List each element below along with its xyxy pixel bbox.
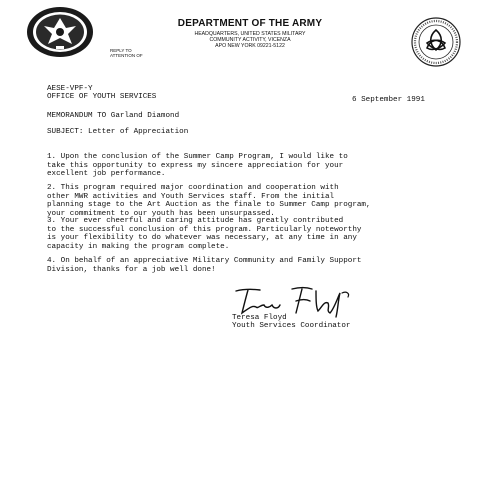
signer-title: Youth Services Coordinator bbox=[232, 322, 351, 330]
paragraph-3 bbox=[47, 217, 477, 251]
signer-name: Teresa Floyd bbox=[232, 314, 287, 322]
paragraph-line: 3. Your ever cheerful and caring attitude has greatly contributed bbox=[47, 217, 344, 225]
paragraph-line: is your flexibility to do whatever was necessary, at any time in any bbox=[47, 234, 357, 243]
paragraph-line: 1. Upon the conclusion of the Summer Camp Program, I would like to bbox=[47, 153, 348, 161]
community-seal-icon bbox=[410, 16, 462, 68]
letter-date: 6 September 1991 bbox=[352, 96, 425, 104]
reply-line: ATTENTION OF bbox=[110, 53, 143, 59]
department-title: DEPARTMENT OF THE ARMY bbox=[177, 18, 323, 29]
paragraph-4 bbox=[47, 257, 477, 274]
paragraph-2 bbox=[47, 184, 477, 218]
reply-line: REPLY TO bbox=[110, 48, 132, 53]
paragraph-line: Division, thanks for a job well done! bbox=[47, 265, 216, 274]
paragraph-line: other MWR activities and Youth Services staff. From the initial bbox=[47, 192, 335, 201]
office-code: AESE-VPF-Y bbox=[47, 85, 93, 93]
paragraph-line: excellent job performance. bbox=[47, 170, 166, 179]
paragraph-1 bbox=[47, 153, 477, 179]
headquarters-address bbox=[170, 31, 330, 50]
paragraph-line: to the successful conclusion of this program. Particularly noteworthy bbox=[47, 225, 362, 234]
army-seal-icon bbox=[26, 6, 94, 58]
paragraph-line: take this opportunity to express my sincere appreciation for your bbox=[47, 161, 344, 170]
office-name: OFFICE OF YOUTH SERVICES bbox=[47, 93, 157, 101]
headquarters-line: HEADQUARTERS, UNITED STATES MILITARY bbox=[194, 31, 306, 37]
headquarters-line: COMMUNITY ACTIVITY, VICENZA bbox=[209, 37, 291, 44]
paragraph-line: 2. This program required major coordination and cooperation with bbox=[47, 184, 339, 192]
reply-to-block bbox=[110, 48, 143, 58]
headquarters-line: APO NEW YORK 09221-5122 bbox=[215, 43, 285, 50]
subject-line: SUBJECT: Letter of Appreciation bbox=[47, 128, 189, 136]
memo-to-line: MEMORANDUM TO Garland Diamond bbox=[47, 112, 180, 120]
paragraph-line: planning stage to the Art Auction as the finale to Summer Camp program, bbox=[47, 201, 371, 210]
paragraph-line: 4. On behalf of an appreciative Military Community and Family Support bbox=[47, 257, 362, 265]
paragraph-line: capacity in making the program complete. bbox=[47, 242, 230, 251]
paragraph-line: your commitment to our youth has been unsurpassed. bbox=[47, 209, 275, 218]
